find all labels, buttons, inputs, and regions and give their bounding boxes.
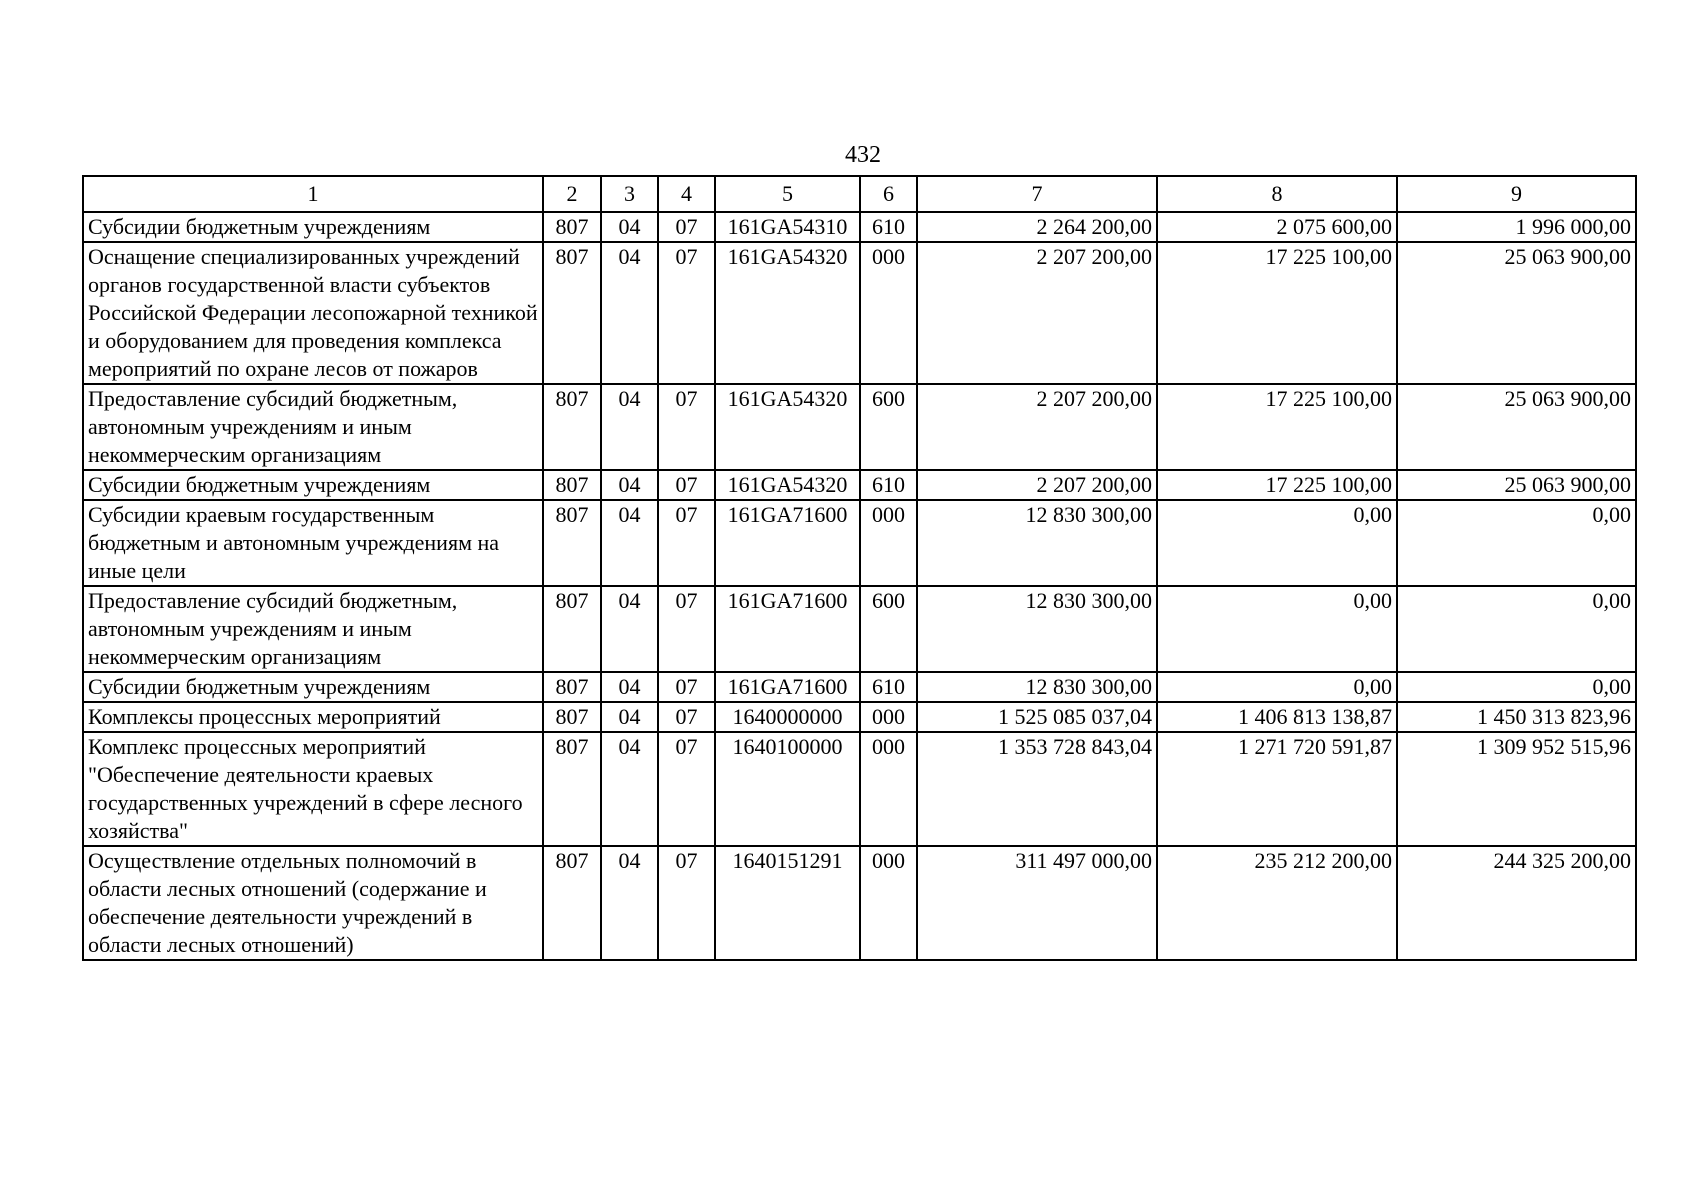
row-col5: 161GA54320 [715,384,860,470]
row-col7-amount: 1 525 085 037,04 [917,702,1157,732]
row-col8-amount: 1 271 720 591,87 [1157,732,1397,846]
row-col2: 807 [543,242,601,384]
row-col6: 610 [860,212,917,242]
row-col6: 600 [860,384,917,470]
row-col6: 610 [860,470,917,500]
row-name: Субсидии бюджетным учреждениям [83,672,543,702]
row-col6: 000 [860,732,917,846]
column-header-7: 7 [917,176,1157,212]
row-col3: 04 [601,384,658,470]
row-col8-amount: 0,00 [1157,672,1397,702]
row-name: Комплексы процессных мероприятий [83,702,543,732]
row-col6: 000 [860,242,917,384]
row-col2: 807 [543,732,601,846]
row-col9-amount: 25 063 900,00 [1397,384,1636,470]
row-col2: 807 [543,384,601,470]
row-col4: 07 [658,732,715,846]
row-col4: 07 [658,212,715,242]
table-row [83,212,1636,242]
row-col7-amount: 12 830 300,00 [917,500,1157,586]
row-col3: 04 [601,212,658,242]
column-header-5: 5 [715,176,860,212]
page-number: 432 [845,142,881,168]
table-row [83,470,1636,500]
column-header-3: 3 [601,176,658,212]
row-col8-amount: 0,00 [1157,500,1397,586]
column-header-8: 8 [1157,176,1397,212]
column-header-4: 4 [658,176,715,212]
row-col8-amount: 17 225 100,00 [1157,384,1397,470]
row-col2: 807 [543,846,601,960]
row-name: Субсидии краевым государственным бюджетным и автономным учреждениям на иные цели [83,500,543,586]
row-col8-amount: 2 075 600,00 [1157,212,1397,242]
budget-table [82,175,1637,961]
row-col5: 1640100000 [715,732,860,846]
table-header-row [83,176,1636,212]
row-col2: 807 [543,702,601,732]
row-col8-amount: 17 225 100,00 [1157,242,1397,384]
table-row [83,586,1636,672]
table-row [83,846,1636,960]
row-col8-amount: 17 225 100,00 [1157,470,1397,500]
row-col3: 04 [601,702,658,732]
row-col3: 04 [601,672,658,702]
row-col5: 1640000000 [715,702,860,732]
row-col6: 600 [860,586,917,672]
row-name: Субсидии бюджетным учреждениям [83,212,543,242]
row-col9-amount: 0,00 [1397,500,1636,586]
table-row [83,384,1636,470]
row-col5: 1640151291 [715,846,860,960]
row-col9-amount: 244 325 200,00 [1397,846,1636,960]
row-col4: 07 [658,846,715,960]
row-col2: 807 [543,500,601,586]
row-col8-amount: 235 212 200,00 [1157,846,1397,960]
row-col9-amount: 25 063 900,00 [1397,242,1636,384]
row-col4: 07 [658,470,715,500]
row-col8-amount: 0,00 [1157,586,1397,672]
row-col6: 000 [860,500,917,586]
row-name: Осуществление отдельных полномочий в области лесных отношений (содержание и обеспечение деятельности учреждений в области лесных отношений) [83,846,543,960]
table-row [83,702,1636,732]
row-col2: 807 [543,470,601,500]
row-col3: 04 [601,470,658,500]
row-col5: 161GA54320 [715,242,860,384]
row-col7-amount: 2 207 200,00 [917,470,1157,500]
row-col7-amount: 2 207 200,00 [917,242,1157,384]
row-col6: 000 [860,846,917,960]
row-col4: 07 [658,500,715,586]
column-header-6: 6 [860,176,917,212]
row-col7-amount: 12 830 300,00 [917,672,1157,702]
row-col4: 07 [658,384,715,470]
row-col5: 161GA71600 [715,672,860,702]
row-name: Предоставление субсидий бюджетным, автономным учреждениям и иным некоммерческим организациям [83,586,543,672]
row-col4: 07 [658,586,715,672]
column-header-1: 1 [83,176,543,212]
table-row [83,732,1636,846]
row-col7-amount: 2 264 200,00 [917,212,1157,242]
row-col5: 161GA71600 [715,586,860,672]
table-row [83,500,1636,586]
row-col6: 610 [860,672,917,702]
row-col9-amount: 0,00 [1397,586,1636,672]
row-col7-amount: 2 207 200,00 [917,384,1157,470]
row-col3: 04 [601,586,658,672]
row-col4: 07 [658,672,715,702]
row-col4: 07 [658,242,715,384]
row-col5: 161GA54320 [715,470,860,500]
row-col5: 161GA54310 [715,212,860,242]
row-col2: 807 [543,212,601,242]
row-col2: 807 [543,586,601,672]
row-col9-amount: 1 450 313 823,96 [1397,702,1636,732]
row-col3: 04 [601,732,658,846]
column-header-2: 2 [543,176,601,212]
row-col9-amount: 25 063 900,00 [1397,470,1636,500]
row-col8-amount: 1 406 813 138,87 [1157,702,1397,732]
row-col9-amount: 0,00 [1397,672,1636,702]
row-name: Комплекс процессных мероприятий "Обеспечение деятельности краевых государственных учреждений в сфере лесного хозяйства" [83,732,543,846]
table-row [83,242,1636,384]
row-name: Субсидии бюджетным учреждениям [83,470,543,500]
row-col9-amount: 1 309 952 515,96 [1397,732,1636,846]
row-col3: 04 [601,242,658,384]
column-header-9: 9 [1397,176,1636,212]
row-col2: 807 [543,672,601,702]
row-name: Оснащение специализированных учреждений органов государственной власти субъектов Российской Федерации лесопожарной техникой и оборудованием для проведения комплекса мероприятий по охране лесов от пожаров [83,242,543,384]
row-col9-amount: 1 996 000,00 [1397,212,1636,242]
row-col3: 04 [601,846,658,960]
row-col7-amount: 12 830 300,00 [917,586,1157,672]
row-col6: 000 [860,702,917,732]
row-col3: 04 [601,500,658,586]
row-name: Предоставление субсидий бюджетным, автономным учреждениям и иным некоммерческим организациям [83,384,543,470]
table-row [83,672,1636,702]
row-col5: 161GA71600 [715,500,860,586]
row-col4: 07 [658,702,715,732]
row-col7-amount: 1 353 728 843,04 [917,732,1157,846]
row-col7-amount: 311 497 000,00 [917,846,1157,960]
